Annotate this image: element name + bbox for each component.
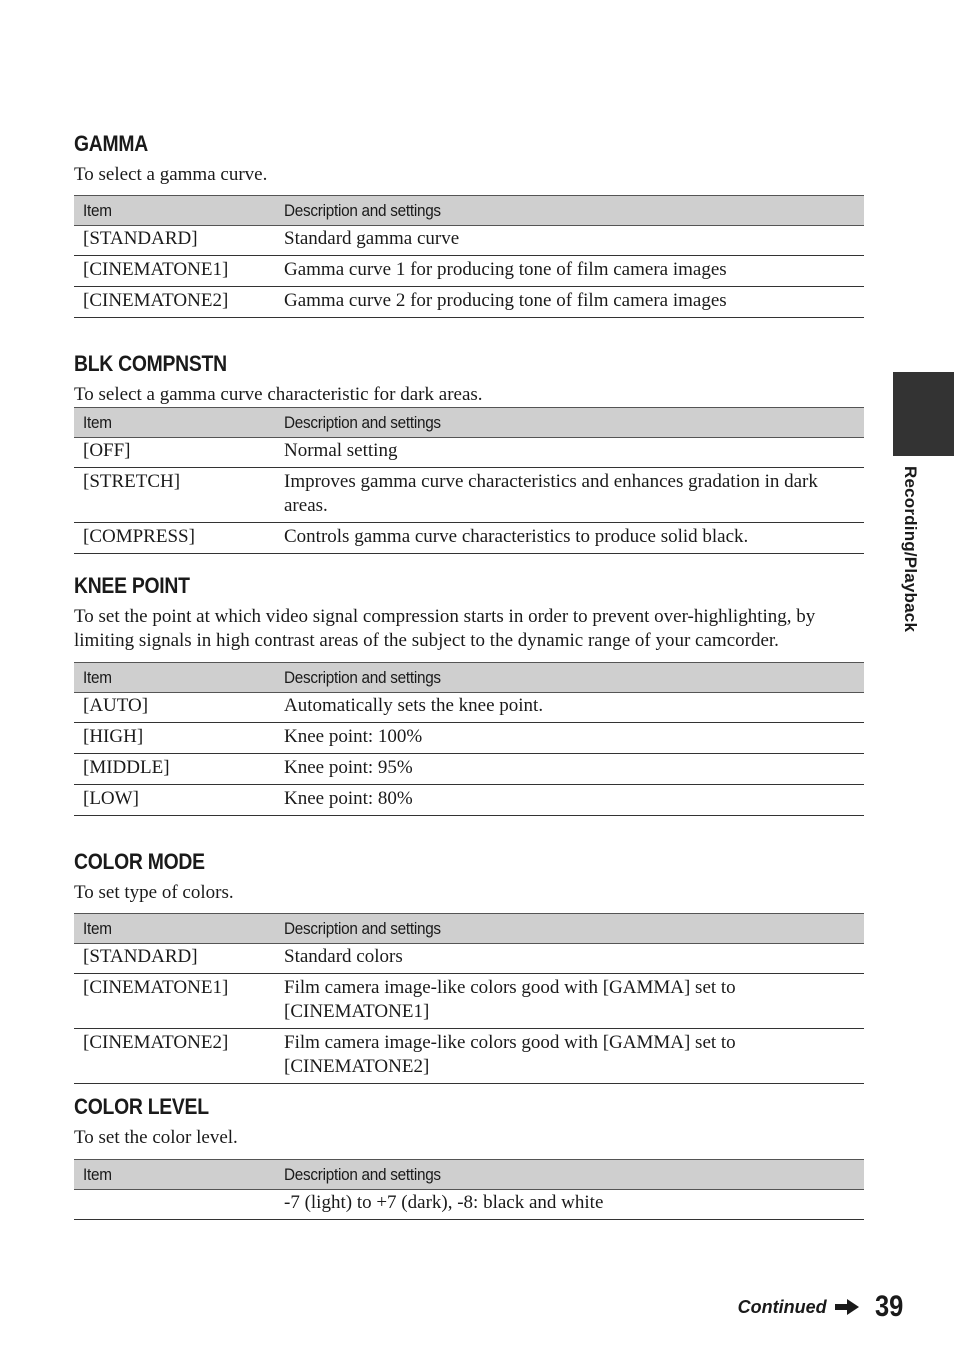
- cell-item: [OFF]: [74, 438, 275, 468]
- table-header-row: [74, 914, 864, 944]
- cell-item: [HIGH]: [74, 723, 275, 754]
- cell-description: -7 (light) to +7 (dark), -8: black and white: [275, 1190, 864, 1220]
- table-row: [74, 226, 864, 256]
- cell-description: Improves gamma curve characteristics and enhances gradation in dark areas.: [275, 468, 864, 523]
- settings-table: [74, 1159, 864, 1220]
- section-tab-marker: [893, 372, 954, 456]
- table-row: [74, 256, 864, 287]
- cell-description: Film camera image-like colors good with [GAMMA] set to [CINEMATONE2]: [275, 1029, 864, 1084]
- cell-item: [CINEMATONE2]: [74, 1029, 275, 1084]
- table-row: [74, 723, 864, 754]
- cell-item: [STRETCH]: [74, 468, 275, 523]
- cell-item: [CINEMATONE1]: [74, 974, 275, 1029]
- cell-description: Knee point: 100%: [275, 723, 864, 754]
- settings-table: [74, 407, 864, 554]
- section-color-level: [74, 1094, 864, 1220]
- column-header-item: Item: [74, 1160, 275, 1190]
- cell-description: Knee point: 95%: [275, 754, 864, 785]
- section-knee-point: [74, 573, 864, 816]
- cell-description: Standard gamma curve: [275, 226, 864, 256]
- section-gamma: [74, 131, 864, 318]
- cell-description: Gamma curve 2 for producing tone of film camera images: [275, 287, 864, 318]
- cell-item: [74, 1190, 275, 1220]
- table-row: [74, 785, 864, 816]
- table-row: [74, 693, 864, 723]
- table-header-row: [74, 408, 864, 438]
- cell-item: [MIDDLE]: [74, 754, 275, 785]
- cell-item: [STANDARD]: [74, 226, 275, 256]
- section-description: To set the color level.: [74, 1127, 238, 1148]
- table-row: [74, 754, 864, 785]
- column-header-description: Description and settings: [275, 914, 864, 944]
- cell-description: Film camera image-like colors good with [GAMMA] set to [CINEMATONE1]: [275, 974, 864, 1029]
- cell-description: Standard colors: [275, 944, 864, 974]
- section-side-label: Recording/Playback: [901, 466, 920, 633]
- settings-table: [74, 662, 864, 816]
- cell-item: [STANDARD]: [74, 944, 275, 974]
- table-header-row: [74, 196, 864, 226]
- section-description: To select a gamma curve characteristic for dark areas.: [74, 384, 483, 405]
- column-header-description: Description and settings: [275, 1160, 864, 1190]
- section-title: COLOR LEVEL: [74, 1094, 209, 1119]
- column-header-description: Description and settings: [275, 408, 864, 438]
- section-description: To set type of colors.: [74, 882, 234, 903]
- page-footer: [738, 1290, 908, 1324]
- section-title: COLOR MODE: [74, 849, 205, 874]
- settings-table: [74, 195, 864, 318]
- cell-description: Knee point: 80%: [275, 785, 864, 816]
- cell-item: [CINEMATONE1]: [74, 256, 275, 287]
- continued-label: Continued: [737, 1296, 827, 1317]
- section-blk-compnstn: [74, 351, 864, 554]
- cell-item: [LOW]: [74, 785, 275, 816]
- section-description: To select a gamma curve.: [74, 164, 268, 185]
- table-row: [74, 468, 864, 523]
- section-title: GAMMA: [74, 131, 148, 156]
- table-header-row: [74, 1160, 864, 1190]
- section-color-mode: [74, 849, 864, 1084]
- cell-description: Normal setting: [275, 438, 864, 468]
- table-row: [74, 438, 864, 468]
- column-header-item: Item: [74, 663, 275, 693]
- column-header-description: Description and settings: [275, 196, 864, 226]
- table-row: [74, 1029, 864, 1084]
- column-header-item: Item: [74, 408, 275, 438]
- cell-description: Automatically sets the knee point.: [275, 693, 864, 723]
- page-number: 39: [874, 1290, 903, 1323]
- table-header-row: [74, 663, 864, 693]
- table-row: [74, 1190, 864, 1220]
- cell-item: [CINEMATONE2]: [74, 287, 275, 318]
- column-header-item: Item: [74, 914, 275, 944]
- cell-item: [AUTO]: [74, 693, 275, 723]
- column-header-description: Description and settings: [275, 663, 864, 693]
- table-row: [74, 974, 864, 1029]
- section-description: To set the point at which video signal compression starts in order to prevent over-highlighting, by limiting signals in high contrast areas of the subject to the dynamic range of your camcorder.: [74, 606, 816, 651]
- arrow-right-icon: [835, 1299, 859, 1315]
- cell-description: Controls gamma curve characteristics to produce solid black.: [275, 523, 864, 554]
- section-title: KNEE POINT: [74, 573, 190, 598]
- cell-description: Gamma curve 1 for producing tone of film camera images: [275, 256, 864, 287]
- table-row: [74, 944, 864, 974]
- settings-table: [74, 913, 864, 1084]
- column-header-item: Item: [74, 196, 275, 226]
- table-row: [74, 523, 864, 554]
- table-row: [74, 287, 864, 318]
- cell-item: [COMPRESS]: [74, 523, 275, 554]
- section-title: BLK COMPNSTN: [74, 351, 227, 376]
